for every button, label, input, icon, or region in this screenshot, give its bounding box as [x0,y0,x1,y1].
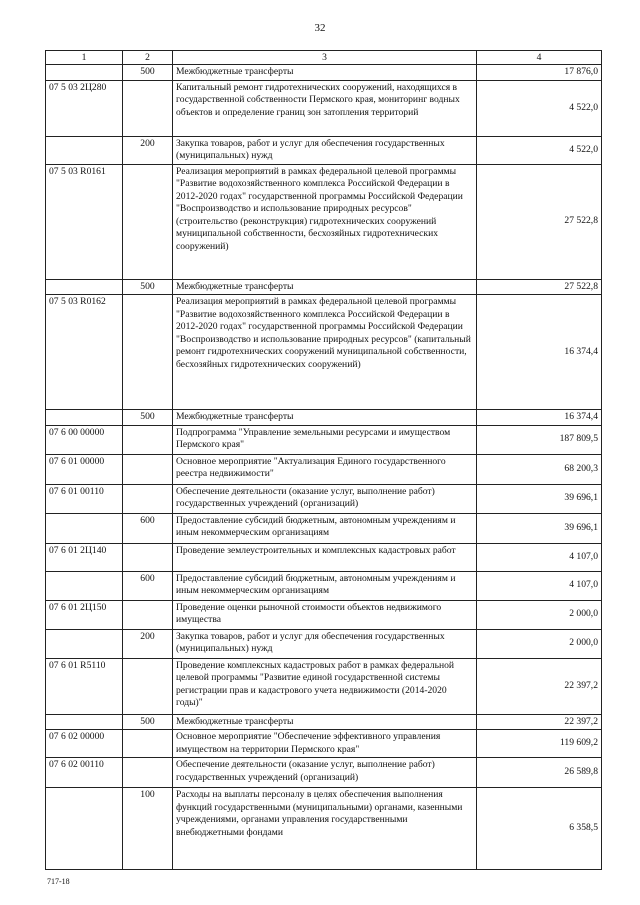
item-name-cell: Закупка товаров, работ и услуг для обеспечения государственных (муниципальных) нужд [173,136,477,164]
table-row [46,484,602,513]
budget-code-cell [46,513,123,543]
budget-code-cell: 07 6 01 00110 [46,484,123,513]
amount-cell: 4 107,0 [477,571,602,600]
expense-type-cell [123,295,173,410]
table-row [46,164,602,279]
amount-cell: 2 000,0 [477,600,602,629]
item-name-cell: Реализация мероприятий в рамках федеральной целевой программы "Развитие водохозяйственного комплекса Российской Федерации в 2012-2020 годах" государственной программы Российской Федерации "Воспроизводство и использование природных ресурсов" (капитальный ремонт гидротехнических сооружений муниципальной собственности, бесхозяйных гидротехнических сооружений) [173,295,477,410]
amount-cell: 26 589,8 [477,758,602,788]
budget-code-cell: 07 6 02 00000 [46,730,123,758]
table-header-row [46,51,602,65]
amount-cell: 17 876,0 [477,65,602,81]
amount-cell: 22 397,2 [477,714,602,730]
budget-code-cell: 07 6 01 00000 [46,454,123,484]
expense-type-cell: 200 [123,629,173,658]
item-name-cell: Закупка товаров, работ и услуг для обеспечения государственных (муниципальных) нужд [173,629,477,658]
budget-code-cell: 07 5 03 R0162 [46,295,123,410]
amount-cell: 4 522,0 [477,80,602,136]
table-row [46,730,602,758]
item-name-cell: Обеспечение деятельности (оказание услуг, выполнение работ) государственных учреждений (организаций) [173,484,477,513]
amount-cell: 27 522,8 [477,164,602,279]
column-header: 2 [123,51,173,65]
amount-cell: 16 374,4 [477,295,602,410]
amount-cell: 39 696,1 [477,484,602,513]
budget-code-cell: 07 6 00 00000 [46,425,123,454]
amount-cell: 2 000,0 [477,629,602,658]
expense-type-cell [123,600,173,629]
table-row [46,65,602,81]
item-name-cell: Межбюджетные трансферты [173,65,477,81]
item-name-cell: Межбюджетные трансферты [173,714,477,730]
amount-cell: 68 200,3 [477,454,602,484]
item-name-cell: Проведение оценки рыночной стоимости объектов недвижимого имущества [173,600,477,629]
table-body [46,65,602,870]
budget-code-cell [46,629,123,658]
table-row [46,758,602,788]
budget-code-cell [46,714,123,730]
table-row [46,80,602,136]
budget-code-cell [46,136,123,164]
budget-code-cell: 07 5 03 R0161 [46,164,123,279]
expense-type-cell: 600 [123,571,173,600]
table-row [46,658,602,714]
item-name-cell: Предоставление субсидий бюджетным, автономным учреждениям и иным некоммерческим организациям [173,571,477,600]
table-row [46,714,602,730]
amount-cell: 187 809,5 [477,425,602,454]
item-name-cell: Подпрограмма "Управление земельными ресурсами и имуществом Пермского края" [173,425,477,454]
expense-type-cell [123,730,173,758]
table-row [46,629,602,658]
expense-type-cell: 500 [123,714,173,730]
expense-type-cell [123,484,173,513]
item-name-cell: Капитальный ремонт гидротехнических сооружений, находящихся в государственной собственности Пермского края, мониторинг водных объектов и определение границ зон затопления территорий [173,80,477,136]
page-number: 32 [314,22,326,34]
budget-code-cell: 07 6 01 R5110 [46,658,123,714]
table-row [46,543,602,571]
amount-cell: 39 696,1 [477,513,602,543]
column-header: 4 [477,51,602,65]
expense-type-cell [123,543,173,571]
expense-type-cell: 500 [123,279,173,295]
amount-cell: 16 374,4 [477,410,602,426]
table-row [46,600,602,629]
item-name-cell: Межбюджетные трансферты [173,279,477,295]
budget-code-cell [46,571,123,600]
expense-type-cell: 600 [123,513,173,543]
expense-type-cell: 200 [123,136,173,164]
expense-type-cell [123,80,173,136]
budget-code-cell: 07 6 01 2Ц140 [46,543,123,571]
budget-code-cell: 07 5 03 2Ц280 [46,80,123,136]
budget-code-cell [46,410,123,426]
table-row [46,410,602,426]
table-row [46,279,602,295]
expense-type-cell: 100 [123,788,173,870]
column-header: 3 [173,51,477,65]
item-name-cell: Обеспечение деятельности (оказание услуг, выполнение работ) государственных учреждений (организаций) [173,758,477,788]
budget-code-cell: 07 6 02 00110 [46,758,123,788]
item-name-cell: Межбюджетные трансферты [173,410,477,426]
expense-type-cell [123,454,173,484]
item-name-cell: Проведение землеустроительных и комплексных кадастровых работ [173,543,477,571]
amount-cell: 27 522,8 [477,279,602,295]
expense-type-cell: 500 [123,410,173,426]
table-row [46,295,602,410]
expense-type-cell [123,425,173,454]
amount-cell: 4 107,0 [477,543,602,571]
table-row [46,136,602,164]
footer-code: 717-18 [47,877,70,886]
item-name-cell: Основное мероприятие "Актуализация Единого государственного реестра недвижимости" [173,454,477,484]
table-row [46,513,602,543]
item-name-cell: Расходы на выплаты персоналу в целях обеспечения выполнения функций государственными (муниципальными) органами, казенными учреждениями, органами управления государственными внебюджетными фондами [173,788,477,870]
table-row [46,788,602,870]
expense-type-cell [123,758,173,788]
amount-cell: 6 358,5 [477,788,602,870]
item-name-cell: Проведение комплексных кадастровых работ в рамках федеральной целевой программы "Развитие единой государственной системы регистрации прав и кадастрового учета недвижимости (2014-2020 годы)" [173,658,477,714]
amount-cell: 22 397,2 [477,658,602,714]
table-row [46,425,602,454]
amount-cell: 119 609,2 [477,730,602,758]
expense-type-cell [123,164,173,279]
item-name-cell: Предоставление субсидий бюджетным, автономным учреждениям и иным некоммерческим организациям [173,513,477,543]
column-header: 1 [46,51,123,65]
budget-code-cell: 07 6 01 2Ц150 [46,600,123,629]
budget-code-cell [46,788,123,870]
budget-code-cell [46,279,123,295]
budget-table [45,50,602,870]
table-row [46,571,602,600]
expense-type-cell [123,658,173,714]
table-row [46,454,602,484]
expense-type-cell: 500 [123,65,173,81]
amount-cell: 4 522,0 [477,136,602,164]
item-name-cell: Реализация мероприятий в рамках федеральной целевой программы "Развитие водохозяйственного комплекса Российской Федерации в 2012-2020 годах" государственной программы Российской Федерации "Воспроизводство и использование природных ресурсов" (строительство (реконструкция) гидротехнических сооружений муниципальной собственности, бесхозяйных гидротехнических сооружений) [173,164,477,279]
item-name-cell: Основное мероприятие "Обеспечение эффективного управления имуществом на территории Пермского края" [173,730,477,758]
budget-code-cell [46,65,123,81]
